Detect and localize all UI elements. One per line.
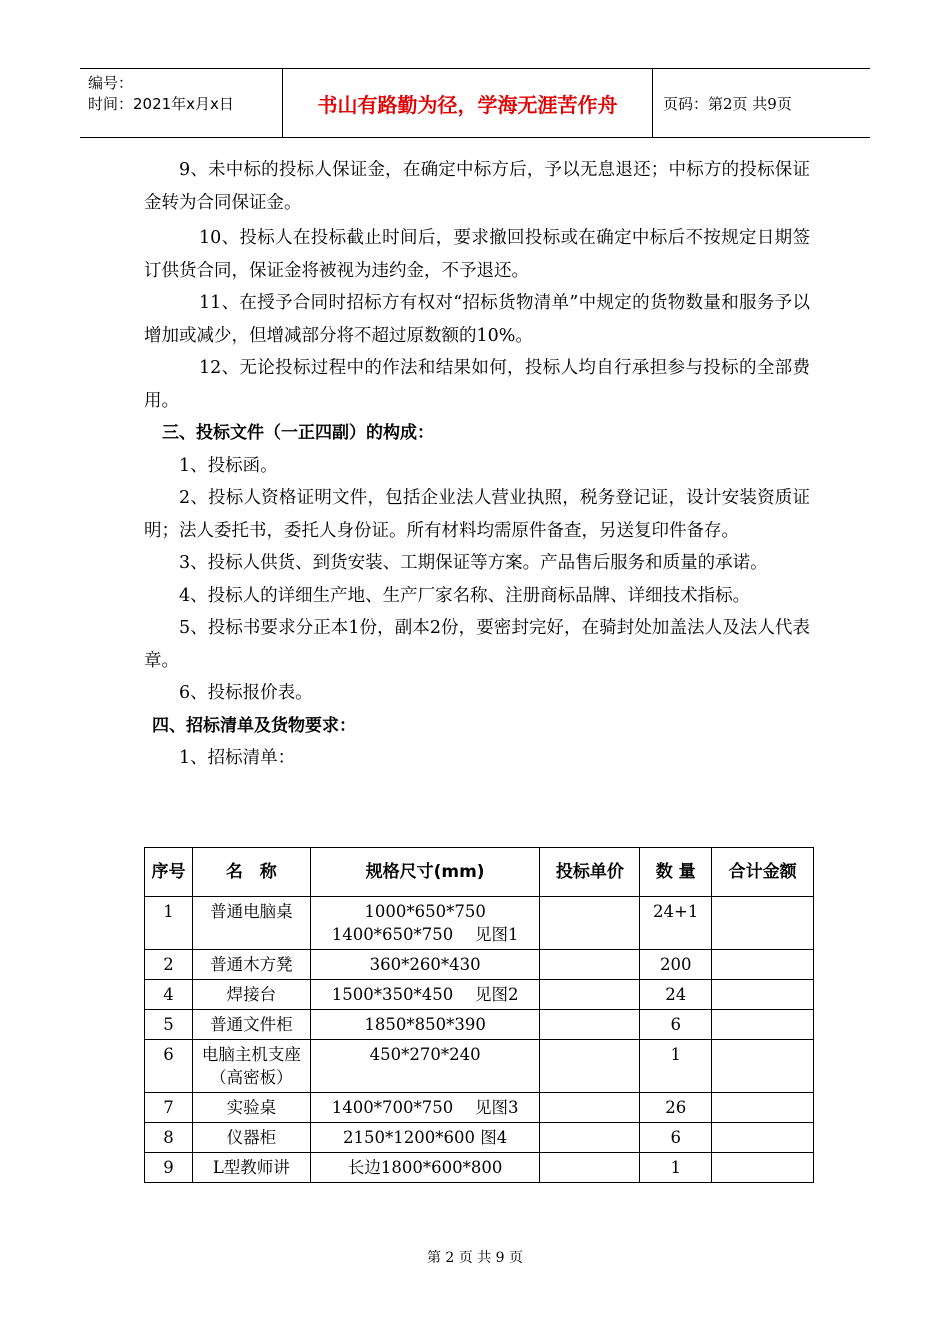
cell-no: 5 [145, 1010, 193, 1040]
cell-total [712, 897, 814, 950]
header-price: 投标单价 [540, 848, 640, 897]
bid-list-label: 1、招标清单： [179, 748, 296, 768]
item-3-2: 2、投标人资格证明文件，包括企业法人营业执照，税务登记证，设计安装资质证明；法人委托书，委托人身份证。所有材料均需原件备查，另送复印件备存。 [144, 488, 810, 541]
cell-no: 6 [145, 1040, 193, 1093]
cell-qty: 1 [640, 1040, 712, 1093]
cell-no: 9 [145, 1153, 193, 1183]
table-row [145, 1123, 814, 1153]
cell-qty: 24 [640, 980, 712, 1010]
item-3-5: 5、投标书要求分正本1份，副本2份，要密封完好，在骑封处加盖法人及法人代表章。 [144, 618, 810, 671]
cell-total [712, 980, 814, 1010]
cell-no: 8 [145, 1123, 193, 1153]
cell-qty: 200 [640, 950, 712, 980]
cell-price [540, 1010, 640, 1040]
cell-name: L型教师讲 [192, 1153, 310, 1183]
spec-line-1: 1000*650*750 [364, 902, 486, 921]
cell-qty: 24+1 [640, 897, 712, 950]
cell-qty: 6 [640, 1010, 712, 1040]
page-footer: 第 2 页 共 9 页 [426, 1250, 524, 1266]
item-3-6: 6、投标报价表。 [179, 683, 313, 703]
cell-spec: 450*270*240 [310, 1040, 540, 1093]
cell-total [712, 1040, 814, 1093]
cell-total [712, 950, 814, 980]
header-qty: 数 量 [640, 848, 712, 897]
cell-price [540, 980, 640, 1010]
header-page-info: 页码：第2页 共9页 [663, 94, 792, 113]
paragraph-9: 9、未中标的投标人保证金，在确定中标方后，予以无息退还；中标方的投标保证金转为合同保证金。 [144, 160, 810, 213]
item-3-3: 3、投标人供货、到货安装、工期保证等方案。产品售后服务和质量的承诺。 [179, 553, 768, 573]
table-header-row [145, 848, 814, 897]
header-no: 序号 [145, 848, 193, 897]
header-spec: 规格尺寸(mm) [310, 848, 540, 897]
document-header [80, 68, 870, 138]
cell-qty: 6 [640, 1123, 712, 1153]
cell-price [540, 950, 640, 980]
table-row [145, 1153, 814, 1183]
cell-qty: 26 [640, 1093, 712, 1123]
cell-spec: 360*260*430 [310, 950, 540, 980]
bid-list-table [144, 847, 814, 1183]
cell-total [712, 1010, 814, 1040]
table-row [145, 1010, 814, 1040]
cell-name: 焊接台 [192, 980, 310, 1010]
cell-qty: 1 [640, 1153, 712, 1183]
paragraph-11: 11、在授予合同时招标方有权对“招标货物清单”中规定的货物数量和服务予以增加或减少，但增减部分将不超过原数额的10%。 [144, 293, 810, 346]
paragraph-12: 12、无论投标过程中的作法和结果如何，投标人均自行承担参与投标的全部费用。 [144, 358, 810, 411]
table-row [145, 1040, 814, 1093]
document-body [144, 154, 810, 775]
table-row [145, 950, 814, 980]
header-motto: 书山有路勤为径，学海无涯苦作舟 [283, 69, 653, 137]
header-name: 名 称 [192, 848, 310, 897]
cell-total [712, 1093, 814, 1123]
cell-price [540, 1093, 640, 1123]
section-heading-4: 四、招标清单及货物要求： [152, 715, 356, 736]
cell-price [540, 1123, 640, 1153]
cell-spec: 1500*350*450 见图2 [310, 980, 540, 1010]
table-row [145, 1093, 814, 1123]
cell-name: 电脑主机支座（高密板） [192, 1040, 310, 1093]
spec-line-2: 1400*650*750 见图1 [331, 925, 519, 944]
header-meta [80, 69, 283, 137]
cell-total [712, 1153, 814, 1183]
cell-spec [310, 897, 540, 950]
item-3-4: 4、投标人的详细生产地、生产厂家名称、注册商标品牌、详细技术指标。 [179, 585, 751, 606]
cell-spec: 1850*850*390 [310, 1010, 540, 1040]
cell-total [712, 1123, 814, 1153]
table-row [145, 980, 814, 1010]
header-total: 合计金额 [712, 848, 814, 897]
cell-spec: 2150*1200*600 图4 [310, 1123, 540, 1153]
cell-no: 2 [145, 950, 193, 980]
cell-spec: 1400*700*750 见图3 [310, 1093, 540, 1123]
cell-no: 7 [145, 1093, 193, 1123]
cell-price [540, 897, 640, 950]
cell-name: 普通木方凳 [192, 950, 310, 980]
cell-price [540, 1153, 640, 1183]
cell-name: 实验桌 [192, 1093, 310, 1123]
cell-spec: 长边1800*600*800 [310, 1153, 540, 1183]
table-row [145, 897, 814, 950]
number-label: 编号： [88, 74, 134, 92]
cell-no: 1 [145, 897, 193, 950]
cell-price [540, 1040, 640, 1093]
item-3-1: 1、投标函。 [179, 455, 278, 476]
cell-name: 仪器柜 [192, 1123, 310, 1153]
cell-no: 4 [145, 980, 193, 1010]
time-label: 时间：2021年x月x日 [88, 95, 234, 113]
cell-name: 普通文件柜 [192, 1010, 310, 1040]
cell-name: 普通电脑桌 [192, 897, 310, 950]
section-heading-3: 三、投标文件（一正四副）的构成： [162, 423, 434, 443]
paragraph-10: 10、投标人在投标截止时间后，要求撤回投标或在确定中标后不按规定日期签订供货合同，保证金将被视为违约金，不予退还。 [144, 228, 810, 281]
